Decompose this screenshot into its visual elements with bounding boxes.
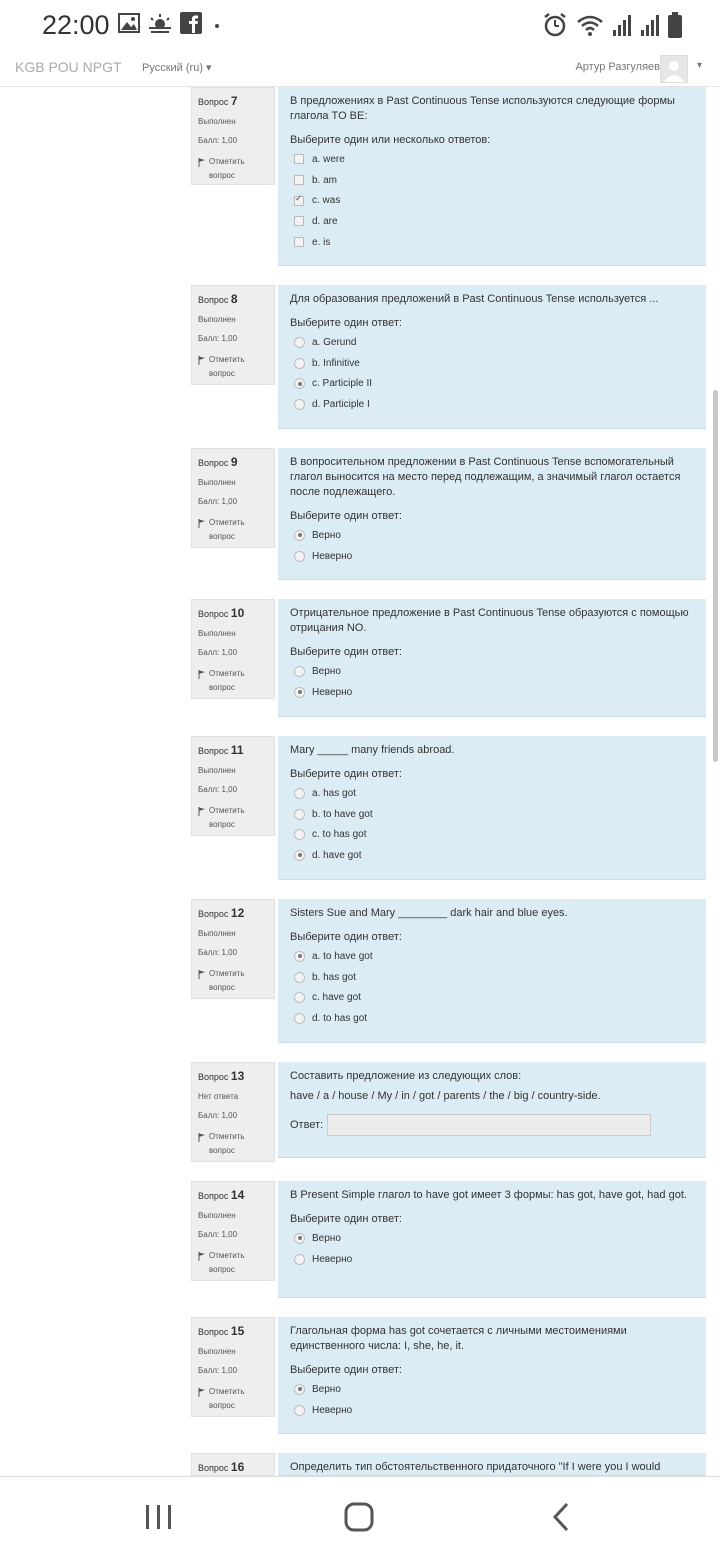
avatar[interactable] bbox=[660, 55, 688, 83]
question-grade: Балл: 1,00 bbox=[198, 136, 238, 145]
caret-down-icon: ▾ bbox=[206, 62, 212, 74]
checkbox[interactable] bbox=[294, 154, 304, 164]
answer-options bbox=[290, 946, 694, 1029]
question-state: Выполнен bbox=[198, 1211, 236, 1220]
answer-prompt: Выберите один ответ: bbox=[290, 1364, 402, 1376]
radio[interactable] bbox=[294, 358, 305, 369]
flag-question-link[interactable]: Отметить вопрос bbox=[198, 353, 268, 381]
radio-selected[interactable] bbox=[294, 378, 305, 389]
user-name[interactable]: Артур Разгуляев bbox=[575, 61, 660, 73]
question-content bbox=[278, 285, 706, 429]
answer-options bbox=[290, 783, 694, 866]
question-content bbox=[278, 448, 706, 580]
question-grade: Балл: 1,00 bbox=[198, 948, 238, 957]
question-number: Вопрос 16 bbox=[198, 1460, 245, 1474]
option[interactable]: b. am bbox=[290, 170, 694, 191]
radio[interactable] bbox=[294, 829, 305, 840]
question-grade: Балл: 1,00 bbox=[198, 648, 238, 657]
option[interactable]: ✓ c. was bbox=[290, 190, 694, 211]
radio-selected[interactable] bbox=[294, 850, 305, 861]
option[interactable]: Верно bbox=[290, 525, 694, 546]
flag-question-link[interactable]: Отметить вопрос bbox=[198, 1385, 268, 1413]
flag-question-link[interactable]: Отметить вопрос bbox=[198, 967, 268, 995]
option[interactable]: a. were bbox=[290, 149, 694, 170]
answer-options bbox=[290, 149, 694, 252]
question-info bbox=[191, 87, 275, 185]
question-info bbox=[191, 1181, 275, 1281]
option[interactable]: d. to has got bbox=[290, 1008, 694, 1029]
question-info bbox=[191, 1317, 275, 1417]
option[interactable]: a. Gerund bbox=[290, 332, 694, 353]
answer-prompt: Выберите один ответ: bbox=[290, 646, 402, 658]
question-number: Вопрос 14 bbox=[198, 1188, 245, 1202]
status-bar bbox=[0, 0, 720, 52]
radio[interactable] bbox=[294, 337, 305, 348]
option[interactable]: d. Participle I bbox=[290, 394, 694, 415]
alarm-icon bbox=[542, 12, 568, 38]
radio[interactable] bbox=[294, 788, 305, 799]
question-text: Глагольная форма has got сочетается с личными местоимениями единственного числа: I, she, he, it. bbox=[290, 1325, 627, 1352]
answer-options bbox=[290, 1228, 694, 1269]
answer-prompt: Выберите один или несколько ответов: bbox=[290, 134, 491, 146]
language-menu[interactable] bbox=[142, 61, 212, 74]
question-number: Вопрос 9 bbox=[198, 455, 238, 469]
answer-row bbox=[290, 1114, 694, 1136]
radio-selected[interactable] bbox=[294, 1384, 305, 1395]
flag-icon bbox=[198, 158, 206, 167]
question-number: Вопрос 7 bbox=[198, 94, 238, 108]
option[interactable]: c. Participle II bbox=[290, 373, 694, 394]
flag-question-link[interactable]: Отметить вопрос bbox=[198, 1249, 268, 1277]
user-menu-caret-icon[interactable]: ▾ bbox=[696, 60, 702, 71]
answer-options bbox=[290, 332, 694, 415]
radio[interactable] bbox=[294, 1405, 305, 1416]
question-grade: Балл: 1,00 bbox=[198, 1230, 238, 1239]
question-grade: Балл: 1,00 bbox=[198, 497, 238, 506]
question-state: Выполнен bbox=[198, 629, 236, 638]
question-text: Отрицательное предложение в Past Continuous Tense образуются с помощью отрицания NO. bbox=[290, 607, 689, 634]
weather-icon bbox=[148, 13, 172, 33]
question-content bbox=[278, 1453, 706, 1476]
radio[interactable] bbox=[294, 972, 305, 983]
answer-prompt: Выберите один ответ: bbox=[290, 768, 402, 780]
option[interactable]: a. to have got bbox=[290, 946, 694, 967]
back-icon[interactable] bbox=[549, 1501, 573, 1533]
answer-options bbox=[290, 525, 694, 566]
flag-question-link[interactable]: Отметить вопрос bbox=[198, 804, 268, 832]
option[interactable]: Верно bbox=[290, 661, 694, 682]
question-number: Вопрос 12 bbox=[198, 906, 245, 920]
signal-icon-2 bbox=[640, 14, 660, 36]
question-content bbox=[278, 1317, 706, 1434]
radio[interactable] bbox=[294, 1254, 305, 1265]
radio[interactable] bbox=[294, 809, 305, 820]
question-number: Вопрос 15 bbox=[198, 1324, 245, 1338]
answer-input[interactable] bbox=[327, 1114, 651, 1136]
flag-question-link[interactable]: Отметить вопрос bbox=[198, 516, 268, 544]
option[interactable]: c. have got bbox=[290, 987, 694, 1008]
radio[interactable] bbox=[294, 1013, 305, 1024]
radio[interactable] bbox=[294, 666, 305, 677]
question-state: Выполнен bbox=[198, 478, 236, 487]
option[interactable]: d. have got bbox=[290, 845, 694, 866]
flag-question-link[interactable]: Отметить вопрос bbox=[198, 667, 268, 695]
answer-options bbox=[290, 661, 694, 702]
radio[interactable] bbox=[294, 399, 305, 410]
radio-selected[interactable] bbox=[294, 530, 305, 541]
option[interactable]: Верно bbox=[290, 1228, 694, 1249]
question-text: В вопросительном предложении в Past Continuous Tense вспомогательный глагол выносится на место перед подлежащим, а значимый глагол остается после подлежащего. bbox=[290, 456, 681, 498]
question-info bbox=[191, 1453, 275, 1476]
question-content bbox=[278, 599, 706, 717]
flag-icon bbox=[198, 519, 206, 528]
question-state: Выполнен bbox=[198, 315, 236, 324]
question-info bbox=[191, 899, 275, 999]
option[interactable]: Неверно bbox=[290, 546, 694, 567]
recent-apps-icon[interactable] bbox=[144, 1503, 174, 1531]
question-content bbox=[278, 899, 706, 1043]
question-text: Определить тип обстоятельственного придаточного "If I were you I would bbox=[290, 1461, 661, 1473]
answer-label: Ответ: bbox=[290, 1119, 324, 1131]
question-info bbox=[191, 448, 275, 548]
question-number: Вопрос 11 bbox=[198, 743, 244, 757]
flag-question-link[interactable]: Отметить вопрос bbox=[198, 1130, 268, 1158]
question-info bbox=[191, 285, 275, 385]
question-grade: Балл: 1,00 bbox=[198, 1111, 238, 1120]
battery-icon bbox=[668, 12, 682, 38]
question-text: Составить предложение из следующих слов: bbox=[290, 1070, 522, 1082]
home-icon[interactable] bbox=[343, 1501, 375, 1533]
checkbox[interactable] bbox=[294, 216, 304, 226]
facebook-icon bbox=[180, 12, 202, 34]
question-text: В Present Simple глагол to have got имеет 3 формы: has got, have got, had got. bbox=[290, 1189, 687, 1201]
option[interactable]: a. has got bbox=[290, 783, 694, 804]
radio[interactable] bbox=[294, 992, 305, 1003]
question-number: Вопрос 8 bbox=[198, 292, 238, 306]
option[interactable]: b. to have got bbox=[290, 804, 694, 825]
question-text: Mary _____ many friends abroad. bbox=[290, 744, 455, 756]
question-state: Нет ответа bbox=[198, 1092, 239, 1101]
system-nav-bar bbox=[0, 1476, 720, 1561]
question-grade: Балл: 1,00 bbox=[198, 1366, 238, 1375]
question-content bbox=[278, 1181, 706, 1298]
status-time: 22:00 bbox=[42, 10, 110, 40]
question-info bbox=[191, 736, 275, 836]
option[interactable]: Неверно bbox=[290, 682, 694, 703]
notification-dot-icon bbox=[210, 13, 224, 33]
gallery-icon bbox=[118, 13, 140, 33]
checkbox[interactable] bbox=[294, 175, 304, 185]
option[interactable]: Верно bbox=[290, 1379, 694, 1400]
site-navbar bbox=[0, 52, 720, 87]
option[interactable]: b. has got bbox=[290, 967, 694, 988]
answer-prompt: Выберите один ответ: bbox=[290, 1213, 402, 1225]
option[interactable]: Неверно bbox=[290, 1249, 694, 1270]
user-silhouette-icon bbox=[661, 56, 687, 82]
question-grade: Балл: 1,00 bbox=[198, 785, 238, 794]
question-state: Выполнен bbox=[198, 929, 236, 938]
checkbox[interactable] bbox=[294, 237, 304, 247]
answer-options bbox=[290, 1379, 694, 1420]
answer-prompt: Выберите один ответ: bbox=[290, 317, 402, 329]
question-state: Выполнен bbox=[198, 1347, 236, 1356]
radio-selected[interactable] bbox=[294, 951, 305, 962]
option[interactable]: c. to has got bbox=[290, 824, 694, 845]
radio-selected[interactable] bbox=[294, 1233, 305, 1244]
wifi-icon bbox=[576, 13, 604, 37]
question-content bbox=[278, 736, 706, 880]
flag-icon bbox=[198, 670, 206, 679]
site-brand-link[interactable]: KGB POU NPGT bbox=[15, 59, 122, 75]
question-words: have / a / house / My / in / got / parents / the / big / country-side. bbox=[290, 1090, 601, 1102]
flag-icon bbox=[198, 807, 206, 816]
flag-icon bbox=[198, 1252, 206, 1261]
flag-icon bbox=[198, 356, 206, 365]
question-number: Вопрос 13 bbox=[198, 1069, 245, 1083]
option[interactable]: Неверно bbox=[290, 1400, 694, 1421]
question-state: Выполнен bbox=[198, 766, 236, 775]
question-info bbox=[191, 599, 275, 699]
option[interactable]: b. Infinitive bbox=[290, 353, 694, 374]
signal-icon bbox=[612, 14, 632, 36]
answer-prompt: Выберите один ответ: bbox=[290, 510, 402, 522]
question-content bbox=[278, 87, 706, 266]
answer-prompt: Выберите один ответ: bbox=[290, 931, 402, 943]
flag-icon bbox=[198, 1133, 206, 1142]
question-text: Sisters Sue and Mary ________ dark hair and blue eyes. bbox=[290, 907, 568, 919]
question-grade: Балл: 1,00 bbox=[198, 334, 238, 343]
question-info bbox=[191, 1062, 275, 1162]
question-state: Выполнен bbox=[198, 117, 236, 126]
radio-selected[interactable] bbox=[294, 687, 305, 698]
option[interactable]: e. is bbox=[290, 232, 694, 253]
radio[interactable] bbox=[294, 551, 305, 562]
flag-icon bbox=[198, 970, 206, 979]
question-content bbox=[278, 1062, 706, 1158]
language-label: Русский (ru) bbox=[142, 62, 203, 74]
page-scrollbar[interactable] bbox=[713, 390, 718, 762]
checkbox-checked[interactable] bbox=[294, 196, 304, 206]
option[interactable]: d. are bbox=[290, 211, 694, 232]
flag-icon bbox=[198, 1388, 206, 1397]
question-text: В предложениях в Past Continuous Tense используются следующие формы глагола TO BE: bbox=[290, 95, 675, 122]
flag-question-link[interactable]: Отметить вопрос bbox=[198, 155, 268, 183]
question-text: Для образования предложений в Past Continuous Tense используется ... bbox=[290, 293, 659, 305]
question-number: Вопрос 10 bbox=[198, 606, 245, 620]
